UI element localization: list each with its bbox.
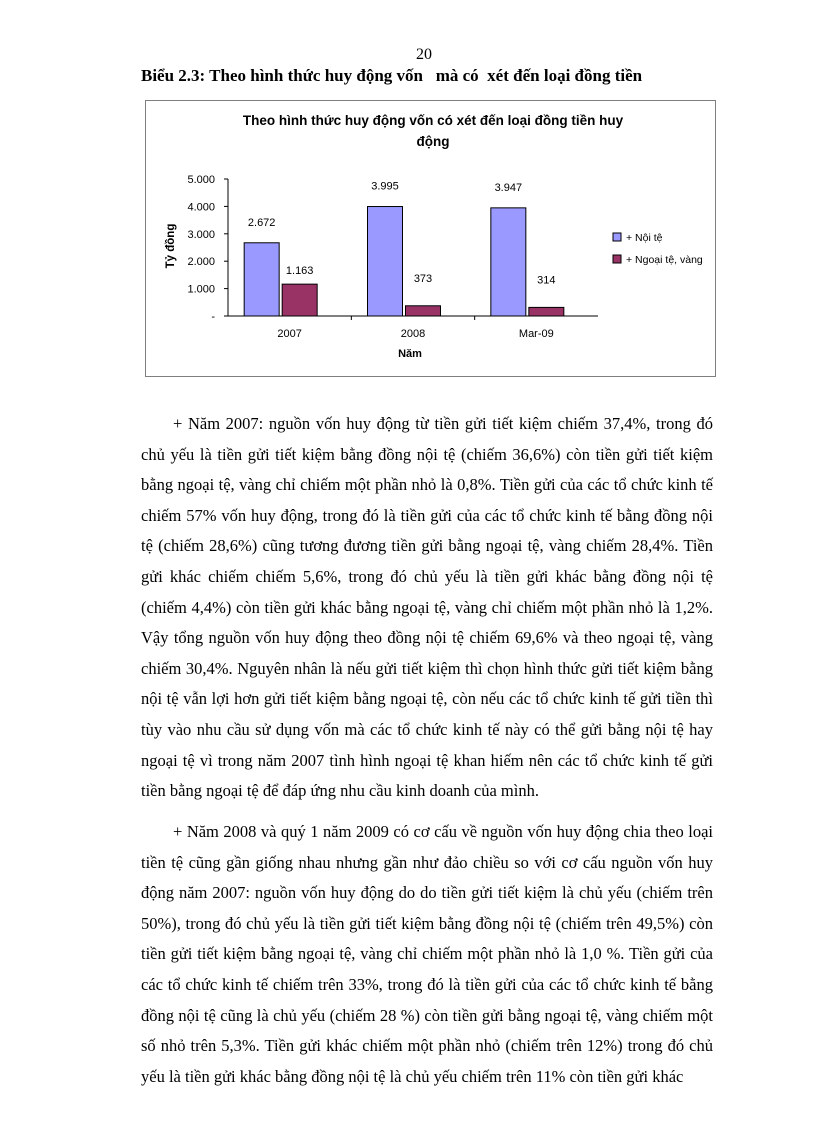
data-label: 3.995 xyxy=(371,180,399,193)
x-axis-label: Năm xyxy=(398,348,422,360)
data-label: 3.947 xyxy=(494,181,523,194)
bar xyxy=(282,284,317,316)
body-text xyxy=(141,409,713,1103)
chart-container xyxy=(145,100,716,377)
chart-title-line-1: Theo hình thức huy động vốn có xét đến loại đồng tiền huy xyxy=(242,113,624,128)
page-number: 20 xyxy=(416,46,432,63)
bar xyxy=(406,306,441,316)
data-label: 1.163 xyxy=(285,265,314,278)
y-tick-label: 5.000 xyxy=(187,174,215,186)
y-tick-label: 2.000 xyxy=(187,256,215,269)
bar-chart xyxy=(146,101,715,376)
paragraph-2007: + Năm 2007: nguồn vốn huy động từ tiền gửi tiết kiệm chiếm 37,4%, trong đó chủ yếu là tiền gửi tiết kiệm bằng đồng nội tệ (chiếm 36,6%) còn tiền gửi tiết kiệm bằng ngoại tệ, vàng chỉ chiếm một phần nhỏ là 0,8%. Tiền gửi của các tổ chức kinh tế chiếm 57% vốn huy động, trong đó là tiền gửi của các tổ chức kinh tế bằng đồng nội tệ (chiếm 28,6%) cũng tương đương tiền gửi bằng ngoại tệ, vàng chiếm 28,4%. Tiền gửi khác chiếm chiếm 5,6%, trong đó chủ yếu là tiền gửi khác bằng đồng nội tệ (chiếm 4,4%) còn tiền gửi khác bằng ngoại tệ, vàng chỉ chiếm một phần nhỏ là 1,2%. Vậy tổng nguồn vốn huy động theo đồng nội tệ chiếm 69,6% và theo ngoại tệ, vàng chiếm 30,4%. Nguyên nhân là nếu gửi tiết kiệm thì chọn hình thức gửi tiết kiệm bằng nội tệ vẫn lợi hơn gửi tiết kiệm bằng ngoại tệ, còn nếu các tổ chức kinh tế gửi tiền thì tùy vào nhu cầu sử dụng vốn mà các tổ chức kinh tế này có thể gửi bằng nội tệ hay ngoại tệ vì trong năm 2007 tình hình ngoại tệ khan hiếm nên các tổ chức kinh tế gửi tiền bằng ngoại tệ để đáp ứng nhu cầu kinh doanh của mình. xyxy=(141,414,713,801)
y-axis-label: Tỷ đồng xyxy=(165,223,177,269)
y-tick-label: - xyxy=(211,311,215,323)
legend-label: + Ngoại tệ, vàng xyxy=(626,254,703,266)
bar xyxy=(491,208,526,316)
y-tick-label: 1.000 xyxy=(187,283,215,296)
legend-label: + Nội tệ xyxy=(626,232,663,244)
x-tick-label: 2008 xyxy=(400,328,426,340)
data-label: 2.672 xyxy=(247,216,276,229)
x-tick-label: 2007 xyxy=(277,328,302,340)
bar xyxy=(529,307,564,316)
data-label: 373 xyxy=(413,272,433,285)
paragraph-2008-2009: + Năm 2008 và quý 1 năm 2009 có cơ cấu về nguồn vốn huy động chia theo loại tiền tệ cũng gần giống nhau nhưng gần như đảo chiều so với cơ cấu nguồn vốn huy động năm 2007: nguồn vốn huy động do do tiền gửi tiết kiệm là chủ yếu (chiếm trên 50%), trong đó chủ yếu là tiền gửi tiết kiệm bằng đồng nội tệ (chiếm trên 49,5%) còn tiền gửi tiết kiệm bằng ngoại tệ, vàng chỉ chiếm một phần nhỏ là 1,0 %. Tiền gửi của các tổ chức kinh tế chiếm trên 33%, trong đó là tiền gửi của các tổ chức kinh tế bằng đồng nội tệ cũng là chủ yếu (chiếm 28 %) còn tiền gửi bằng ngoại tệ, vàng chiếm một số nhỏ trên 5,3%. Tiền gửi khác chiếm một phần nhỏ (chiếm trên 12%) trong đó chủ yếu là tiền gửi khác bằng đồng nội tệ là chủ yếu chiếm trên 11% còn tiền gửi khác xyxy=(141,822,713,1086)
data-label: 314 xyxy=(537,274,556,287)
y-tick-label: 4.000 xyxy=(187,201,215,214)
chart-title-line-2: động xyxy=(416,134,450,149)
figure-caption: Biểu 2.3: Theo hình thức huy động vốn mà có xét đến loại đồng tiền xyxy=(141,66,643,85)
x-tick-label: Mar-09 xyxy=(518,328,554,340)
bar xyxy=(368,207,403,316)
y-tick-label: 3.000 xyxy=(187,228,215,241)
legend-swatch xyxy=(613,233,621,241)
legend-swatch xyxy=(613,255,621,263)
bar xyxy=(244,243,279,316)
